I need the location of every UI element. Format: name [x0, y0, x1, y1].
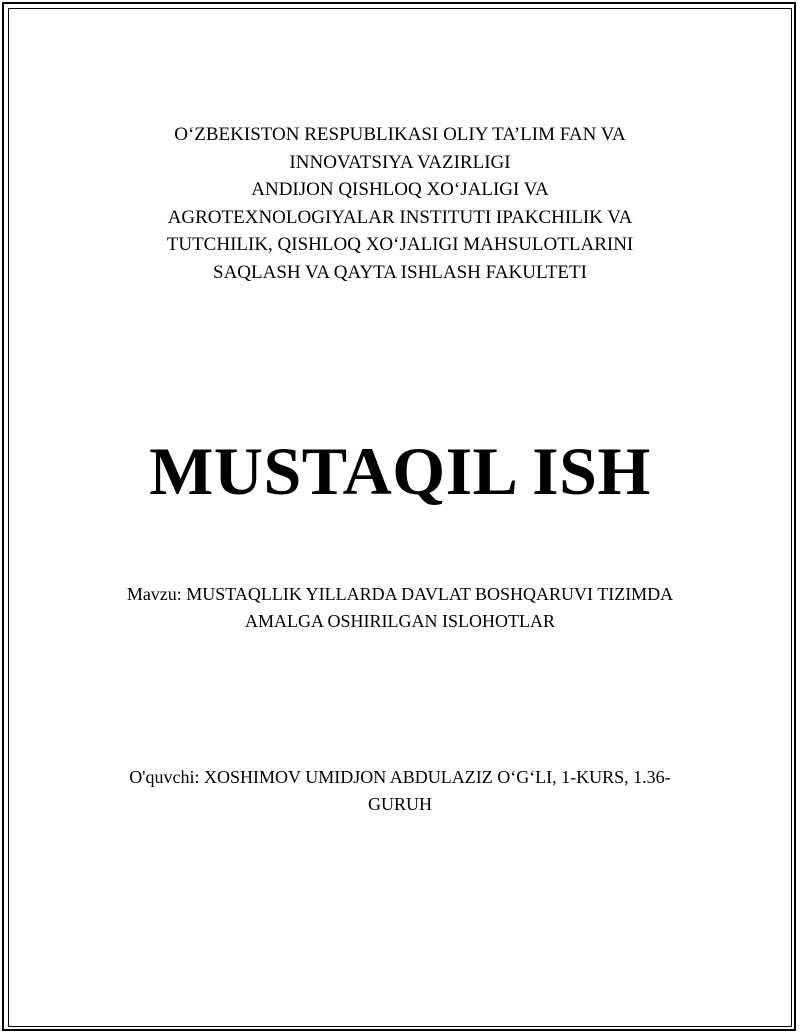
header-line-4: AGROTEXNOLOGIYALAR INSTITUTI IPAKCHILIK VA [167, 206, 633, 228]
student-line-1: O'quvchi: XOSHIMOV UMIDJON ABDULAZIZ O‘G‘LI, 1-KURS, 1.36- [129, 767, 671, 787]
topic-block [0, 581, 800, 635]
institution-header [0, 121, 800, 286]
topic-line-1: Mavzu: MUSTAQLLIK YILLARDA DAVLAT BOSHQARUVI TIZIMDA [126, 584, 674, 604]
header-line-5: TUTCHILIK, QISHLOQ XO‘JALIGI MAHSULOTLARINI [166, 234, 634, 255]
header-line-2: INNOVATSIYA VAZIRLIGI [289, 151, 511, 173]
student-block [0, 764, 800, 818]
header-line-1: O‘ZBEKISTON RESPUBLIKASI OLIY TA’LIM FAN VA [174, 124, 626, 145]
header-line-3: ANDIJON QISHLOQ XO‘JALIGI VA [251, 179, 549, 200]
topic-line-2: AMALGA OSHIRILGAN ISLOHOTLAR [245, 611, 555, 631]
student-line-2: GURUH [367, 794, 432, 814]
header-line-6: SAQLASH VA QAYTA ISHLASH FAKULTETI [213, 261, 587, 283]
document-title: MUSTAQIL ISH [149, 433, 651, 509]
